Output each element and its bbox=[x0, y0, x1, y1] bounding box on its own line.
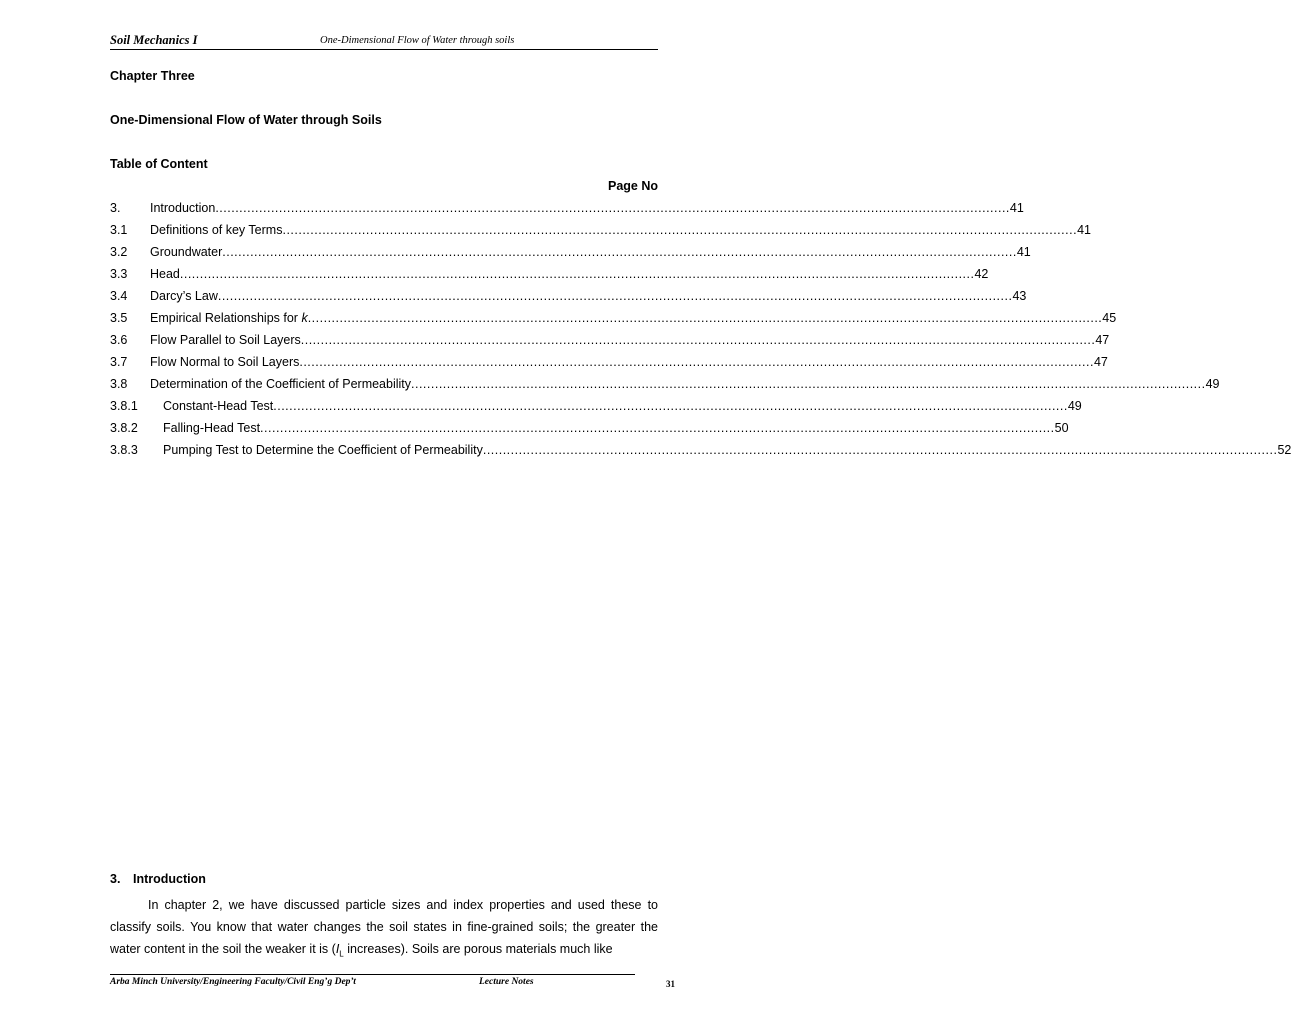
toc-entry[interactable] bbox=[110, 399, 1082, 421]
toc-entry-label: Falling-Head Test bbox=[163, 421, 261, 435]
toc-leader-dots: ........................................................................................................................................................................................................ bbox=[215, 201, 1010, 215]
toc-leader-dots: ........................................................................................................................................................................................................ bbox=[282, 223, 1078, 237]
toc-entry-label: Definitions of key Terms bbox=[150, 223, 283, 237]
toc-entry-number: 3.8 bbox=[110, 377, 128, 391]
toc-entry-label: Groundwater bbox=[150, 245, 223, 259]
toc-leader-dots: ........................................................................................................................................................................................................ bbox=[307, 311, 1103, 325]
liquidity-index-symbol: I bbox=[335, 942, 340, 956]
toc-entry[interactable] bbox=[110, 267, 989, 289]
toc-entry-page: 49 bbox=[1205, 377, 1220, 391]
toc-entry-label: Flow Normal to Soil Layers bbox=[150, 355, 300, 369]
chapter-label: Chapter Three bbox=[110, 69, 195, 83]
toc-entry[interactable] bbox=[110, 201, 1024, 223]
toc-entry[interactable] bbox=[110, 377, 1220, 399]
toc-entry-number: 3.4 bbox=[110, 289, 128, 303]
toc-entry-number: 3.2 bbox=[110, 245, 128, 259]
section-heading bbox=[110, 872, 206, 886]
header-course: Soil Mechanics I bbox=[110, 33, 198, 47]
toc-entry[interactable] bbox=[110, 289, 1027, 311]
toc-entry-page: 42 bbox=[974, 267, 989, 281]
toc-heading: Table of Content bbox=[110, 157, 208, 171]
chapter-heading: One-Dimensional Flow of Water through Soils bbox=[110, 113, 382, 127]
toc-entry[interactable] bbox=[110, 355, 1108, 377]
toc-entry-page: 50 bbox=[1054, 421, 1069, 435]
toc-entry-label: Empirical Relationships for k bbox=[150, 311, 308, 325]
toc-entry[interactable] bbox=[110, 421, 1069, 443]
toc-leader-dots: ........................................................................................................................................................................................................ bbox=[222, 245, 1017, 259]
toc-entry-label: Pumping Test to Determine the Coefficient of Permeability bbox=[163, 443, 483, 457]
section-number: 3. bbox=[110, 872, 121, 886]
toc-entry-label: Darcy’s Law bbox=[150, 289, 218, 303]
table-of-contents bbox=[110, 201, 1291, 465]
footer-rule bbox=[110, 974, 635, 976]
toc-entry[interactable] bbox=[110, 333, 1110, 355]
toc-entry-page: 41 bbox=[1016, 245, 1031, 259]
toc-entry-number: 3.8.1 bbox=[110, 399, 138, 413]
toc-entry-label: Flow Parallel to Soil Layers bbox=[150, 333, 301, 347]
footer-page-number: 31 bbox=[666, 979, 675, 989]
toc-entry-page: 43 bbox=[1012, 289, 1027, 303]
toc-entry-label: Head bbox=[150, 267, 180, 281]
toc-entry-page: 41 bbox=[1077, 223, 1091, 237]
paragraph-text-b: increases). Soils are porous materials much like bbox=[343, 942, 613, 956]
toc-leader-dots: ........................................................................................................................................................................................................ bbox=[260, 421, 1055, 435]
toc-leader-dots: ........................................................................................................................................................................................................ bbox=[411, 377, 1206, 391]
page-no-label: Page No bbox=[607, 179, 658, 193]
toc-entry-label: Determination of the Coefficient of Permeability bbox=[150, 377, 412, 391]
toc-leader-dots: ........................................................................................................................................................................................................ bbox=[299, 355, 1094, 369]
toc-entry-number: 3. bbox=[110, 201, 121, 215]
toc-entry[interactable] bbox=[110, 311, 1117, 333]
toc-leader-dots: ........................................................................................................................................................................................................ bbox=[217, 289, 1013, 303]
section-title: Introduction bbox=[133, 872, 206, 886]
toc-leader-dots: ........................................................................................................................................................................................................ bbox=[482, 443, 1278, 457]
toc-leader-dots: ........................................................................................................................................................................................................ bbox=[273, 399, 1068, 413]
toc-leader-dots: ........................................................................................................................................................................................................ bbox=[179, 267, 975, 281]
liquidity-index-subscript: L bbox=[339, 949, 344, 959]
footer-institution: Arba Minch University/Engineering Faculty/Civil Eng’g Dep’t bbox=[110, 977, 356, 987]
toc-entry-page: 41 bbox=[1009, 201, 1024, 215]
toc-entry-number: 3.8.3 bbox=[110, 443, 138, 457]
header-chapter-title: One-Dimensional Flow of Water through soils bbox=[320, 35, 515, 46]
toc-entry-label: Introduction bbox=[150, 201, 216, 215]
toc-entry-number: 3.3 bbox=[110, 267, 128, 281]
toc-entry-number: 3.8.2 bbox=[110, 421, 138, 435]
toc-entry-number: 3.7 bbox=[110, 355, 128, 369]
toc-entry-page: 45 bbox=[1102, 311, 1117, 325]
toc-entry-number: 3.6 bbox=[110, 333, 128, 347]
toc-leader-dots: ........................................................................................................................................................................................................ bbox=[300, 333, 1096, 347]
toc-entry-page: 47 bbox=[1095, 333, 1110, 347]
toc-entry-number: 3.5 bbox=[110, 311, 128, 325]
toc-entry-page: 49 bbox=[1067, 399, 1082, 413]
body-paragraph bbox=[110, 894, 658, 966]
toc-entry[interactable] bbox=[110, 223, 1091, 245]
paragraph-text-a: In chapter 2, we have discussed particle sizes and index properties and used these to classify soils. You know that water changes the soil states in fine-grained soils; the greater the water content in the soil the weaker it is ( bbox=[110, 898, 658, 956]
toc-entry-number: 3.1 bbox=[110, 223, 128, 237]
page-header bbox=[110, 31, 658, 50]
toc-entry-label: Constant-Head Test bbox=[163, 399, 274, 413]
footer-lecture-notes: Lecture Notes bbox=[479, 977, 534, 987]
toc-entry[interactable] bbox=[110, 443, 1291, 465]
toc-entry[interactable] bbox=[110, 245, 1031, 267]
toc-entry-page: 47 bbox=[1093, 355, 1108, 369]
toc-entry-page: 52 bbox=[1277, 443, 1291, 457]
